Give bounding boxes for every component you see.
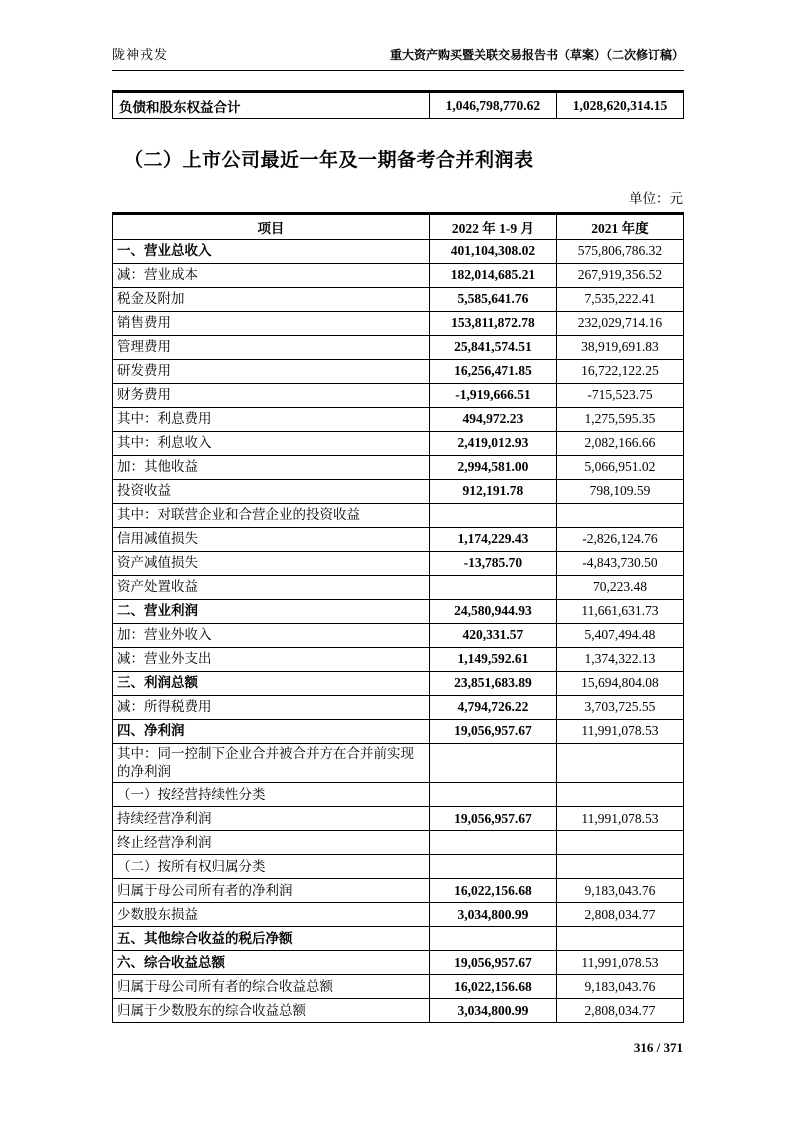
value-2022 <box>429 855 556 879</box>
value-2022 <box>429 783 556 807</box>
row-label: 其中：对联营企业和合营企业的投资收益 <box>113 504 430 528</box>
value-2022: 912,191.78 <box>429 480 556 504</box>
value-2021: 3,703,725.55 <box>556 696 683 720</box>
table-row <box>113 432 684 456</box>
value-2022: 2,994,581.00 <box>429 456 556 480</box>
table-row <box>113 264 684 288</box>
value-2022: 4,794,726.22 <box>429 696 556 720</box>
table-row <box>113 408 684 432</box>
row-label: 信用减值损失 <box>113 528 430 552</box>
table-row <box>113 288 684 312</box>
table-row <box>113 744 684 783</box>
value-2021: 70,223.48 <box>556 576 683 600</box>
row-label: 归属于母公司所有者的综合收益总额 <box>113 975 430 999</box>
table-row <box>113 648 684 672</box>
income-statement-table <box>112 212 684 1023</box>
row-label: 税金及附加 <box>113 288 430 312</box>
value-2021: 1,374,322.13 <box>556 648 683 672</box>
table-row <box>113 384 684 408</box>
row-label: （二）按所有权归属分类 <box>113 855 430 879</box>
unit-label: 单位：元 <box>629 191 683 206</box>
row-label: 减：营业外支出 <box>113 648 430 672</box>
table-row <box>113 360 684 384</box>
table-row <box>113 807 684 831</box>
row-label: 其中：利息收入 <box>113 432 430 456</box>
table-header-row <box>113 214 684 240</box>
table-row <box>113 855 684 879</box>
value-2022: 16,022,156.68 <box>429 879 556 903</box>
value-2021: 9,183,043.76 <box>556 975 683 999</box>
row-label: 加：营业外收入 <box>113 624 430 648</box>
value-2021: 5,066,951.02 <box>556 456 683 480</box>
row-label: 六、综合收益总额 <box>113 951 430 975</box>
row-label: 五、其他综合收益的税后净额 <box>113 927 430 951</box>
value-2021: 5,407,494.48 <box>556 624 683 648</box>
table-row <box>113 927 684 951</box>
value-2021: 798,109.59 <box>556 480 683 504</box>
value-2021: -715,523.75 <box>556 384 683 408</box>
value-2022: 19,056,957.67 <box>429 951 556 975</box>
value-2021: 1,028,620,314.15 <box>556 92 683 119</box>
value-2022: 24,580,944.93 <box>429 600 556 624</box>
value-2021: 2,082,166.66 <box>556 432 683 456</box>
value-2022: 401,104,308.02 <box>429 240 556 264</box>
table-row <box>113 576 684 600</box>
row-label: 资产处置收益 <box>113 576 430 600</box>
value-2022: 19,056,957.67 <box>429 720 556 744</box>
table-row <box>113 999 684 1023</box>
value-2021: 1,275,595.35 <box>556 408 683 432</box>
value-2022: 2,419,012.93 <box>429 432 556 456</box>
section-heading: （二）上市公司最近一年及一期备考合并利润表 <box>124 150 534 171</box>
table-row <box>113 903 684 927</box>
value-2021: 2,808,034.77 <box>556 999 683 1023</box>
value-2022: 1,046,798,770.62 <box>429 92 556 119</box>
table-row <box>113 528 684 552</box>
row-label: 终止经营净利润 <box>113 831 430 855</box>
table-row <box>113 696 684 720</box>
value-2021: 11,991,078.53 <box>556 951 683 975</box>
column-header-item: 项目 <box>113 214 430 240</box>
value-2022 <box>429 831 556 855</box>
row-label: 减：所得税费用 <box>113 696 430 720</box>
value-2021 <box>556 927 683 951</box>
column-header-2021: 2021 年度 <box>556 214 683 240</box>
value-2021: 9,183,043.76 <box>556 879 683 903</box>
value-2022: 182,014,685.21 <box>429 264 556 288</box>
row-label: 其中：利息费用 <box>113 408 430 432</box>
income-table-body <box>113 240 684 1023</box>
table-row <box>113 720 684 744</box>
table-row <box>113 879 684 903</box>
value-2021 <box>556 783 683 807</box>
value-2022: 1,174,229.43 <box>429 528 556 552</box>
value-2021 <box>556 831 683 855</box>
row-label: 一、营业总收入 <box>113 240 430 264</box>
value-2021: 38,919,691.83 <box>556 336 683 360</box>
value-2021: -2,826,124.76 <box>556 528 683 552</box>
value-2022: 23,851,683.89 <box>429 672 556 696</box>
value-2022: 5,585,641.76 <box>429 288 556 312</box>
row-label: 资产减值损失 <box>113 552 430 576</box>
value-2022: 420,331.57 <box>429 624 556 648</box>
value-2022: 153,811,872.78 <box>429 312 556 336</box>
value-2022: 3,034,800.99 <box>429 999 556 1023</box>
row-label: 其中：同一控制下企业合并被合并方在合并前实现的净利润 <box>113 744 430 783</box>
table-row <box>113 92 684 119</box>
row-label: 研发费用 <box>113 360 430 384</box>
table-row <box>113 336 684 360</box>
row-label: 三、利润总额 <box>113 672 430 696</box>
row-label: 少数股东损益 <box>113 903 430 927</box>
value-2022: 16,022,156.68 <box>429 975 556 999</box>
table-row <box>113 624 684 648</box>
value-2021 <box>556 744 683 783</box>
value-2021 <box>556 504 683 528</box>
table-row <box>113 480 684 504</box>
value-2022: 16,256,471.85 <box>429 360 556 384</box>
row-label: 管理费用 <box>113 336 430 360</box>
header-company-name: 陇神戎发 <box>112 47 169 62</box>
value-2022 <box>429 504 556 528</box>
value-2021: 11,661,631.73 <box>556 600 683 624</box>
value-2021: 2,808,034.77 <box>556 903 683 927</box>
table-row <box>113 672 684 696</box>
value-2021: 7,535,222.41 <box>556 288 683 312</box>
value-2022: -13,785.70 <box>429 552 556 576</box>
value-2021: 11,991,078.53 <box>556 807 683 831</box>
value-2022: -1,919,666.51 <box>429 384 556 408</box>
row-label: 归属于少数股东的综合收益总额 <box>113 999 430 1023</box>
row-label: 销售费用 <box>113 312 430 336</box>
value-2021: 267,919,356.52 <box>556 264 683 288</box>
value-2021 <box>556 855 683 879</box>
value-2021: 16,722,122.25 <box>556 360 683 384</box>
row-label: 四、净利润 <box>113 720 430 744</box>
row-label: 归属于母公司所有者的净利润 <box>113 879 430 903</box>
row-label: 加：其他收益 <box>113 456 430 480</box>
table-row <box>113 312 684 336</box>
value-2021: -4,843,730.50 <box>556 552 683 576</box>
value-2021: 15,694,804.08 <box>556 672 683 696</box>
row-label: （一）按经营持续性分类 <box>113 783 430 807</box>
row-label: 投资收益 <box>113 480 430 504</box>
page-header <box>112 44 684 71</box>
table-row <box>113 552 684 576</box>
table-row <box>113 783 684 807</box>
column-header-2022: 2022 年 1-9 月 <box>429 214 556 240</box>
row-label: 财务费用 <box>113 384 430 408</box>
row-label: 减：营业成本 <box>113 264 430 288</box>
table-row <box>113 240 684 264</box>
value-2022 <box>429 744 556 783</box>
value-2022 <box>429 927 556 951</box>
value-2022: 494,972.23 <box>429 408 556 432</box>
value-2022: 3,034,800.99 <box>429 903 556 927</box>
value-2022: 19,056,957.67 <box>429 807 556 831</box>
table-row <box>113 975 684 999</box>
table-row <box>113 951 684 975</box>
table-row <box>113 600 684 624</box>
value-2021: 11,991,078.53 <box>556 720 683 744</box>
row-label: 持续经营净利润 <box>113 807 430 831</box>
value-2022 <box>429 576 556 600</box>
value-2022: 25,841,574.51 <box>429 336 556 360</box>
table-row <box>113 456 684 480</box>
balance-total-table <box>112 90 684 119</box>
header-doc-title: 重大资产购买暨关联交易报告书（草案）（二次修订稿） <box>389 48 684 62</box>
value-2022: 1,149,592.61 <box>429 648 556 672</box>
value-2021: 575,806,786.32 <box>556 240 683 264</box>
row-label: 负债和股东权益合计 <box>113 92 430 119</box>
table-row <box>113 504 684 528</box>
value-2021: 232,029,714.16 <box>556 312 683 336</box>
table-row <box>113 831 684 855</box>
page-number: 316 / 371 <box>633 1040 683 1056</box>
row-label: 二、营业利润 <box>113 600 430 624</box>
